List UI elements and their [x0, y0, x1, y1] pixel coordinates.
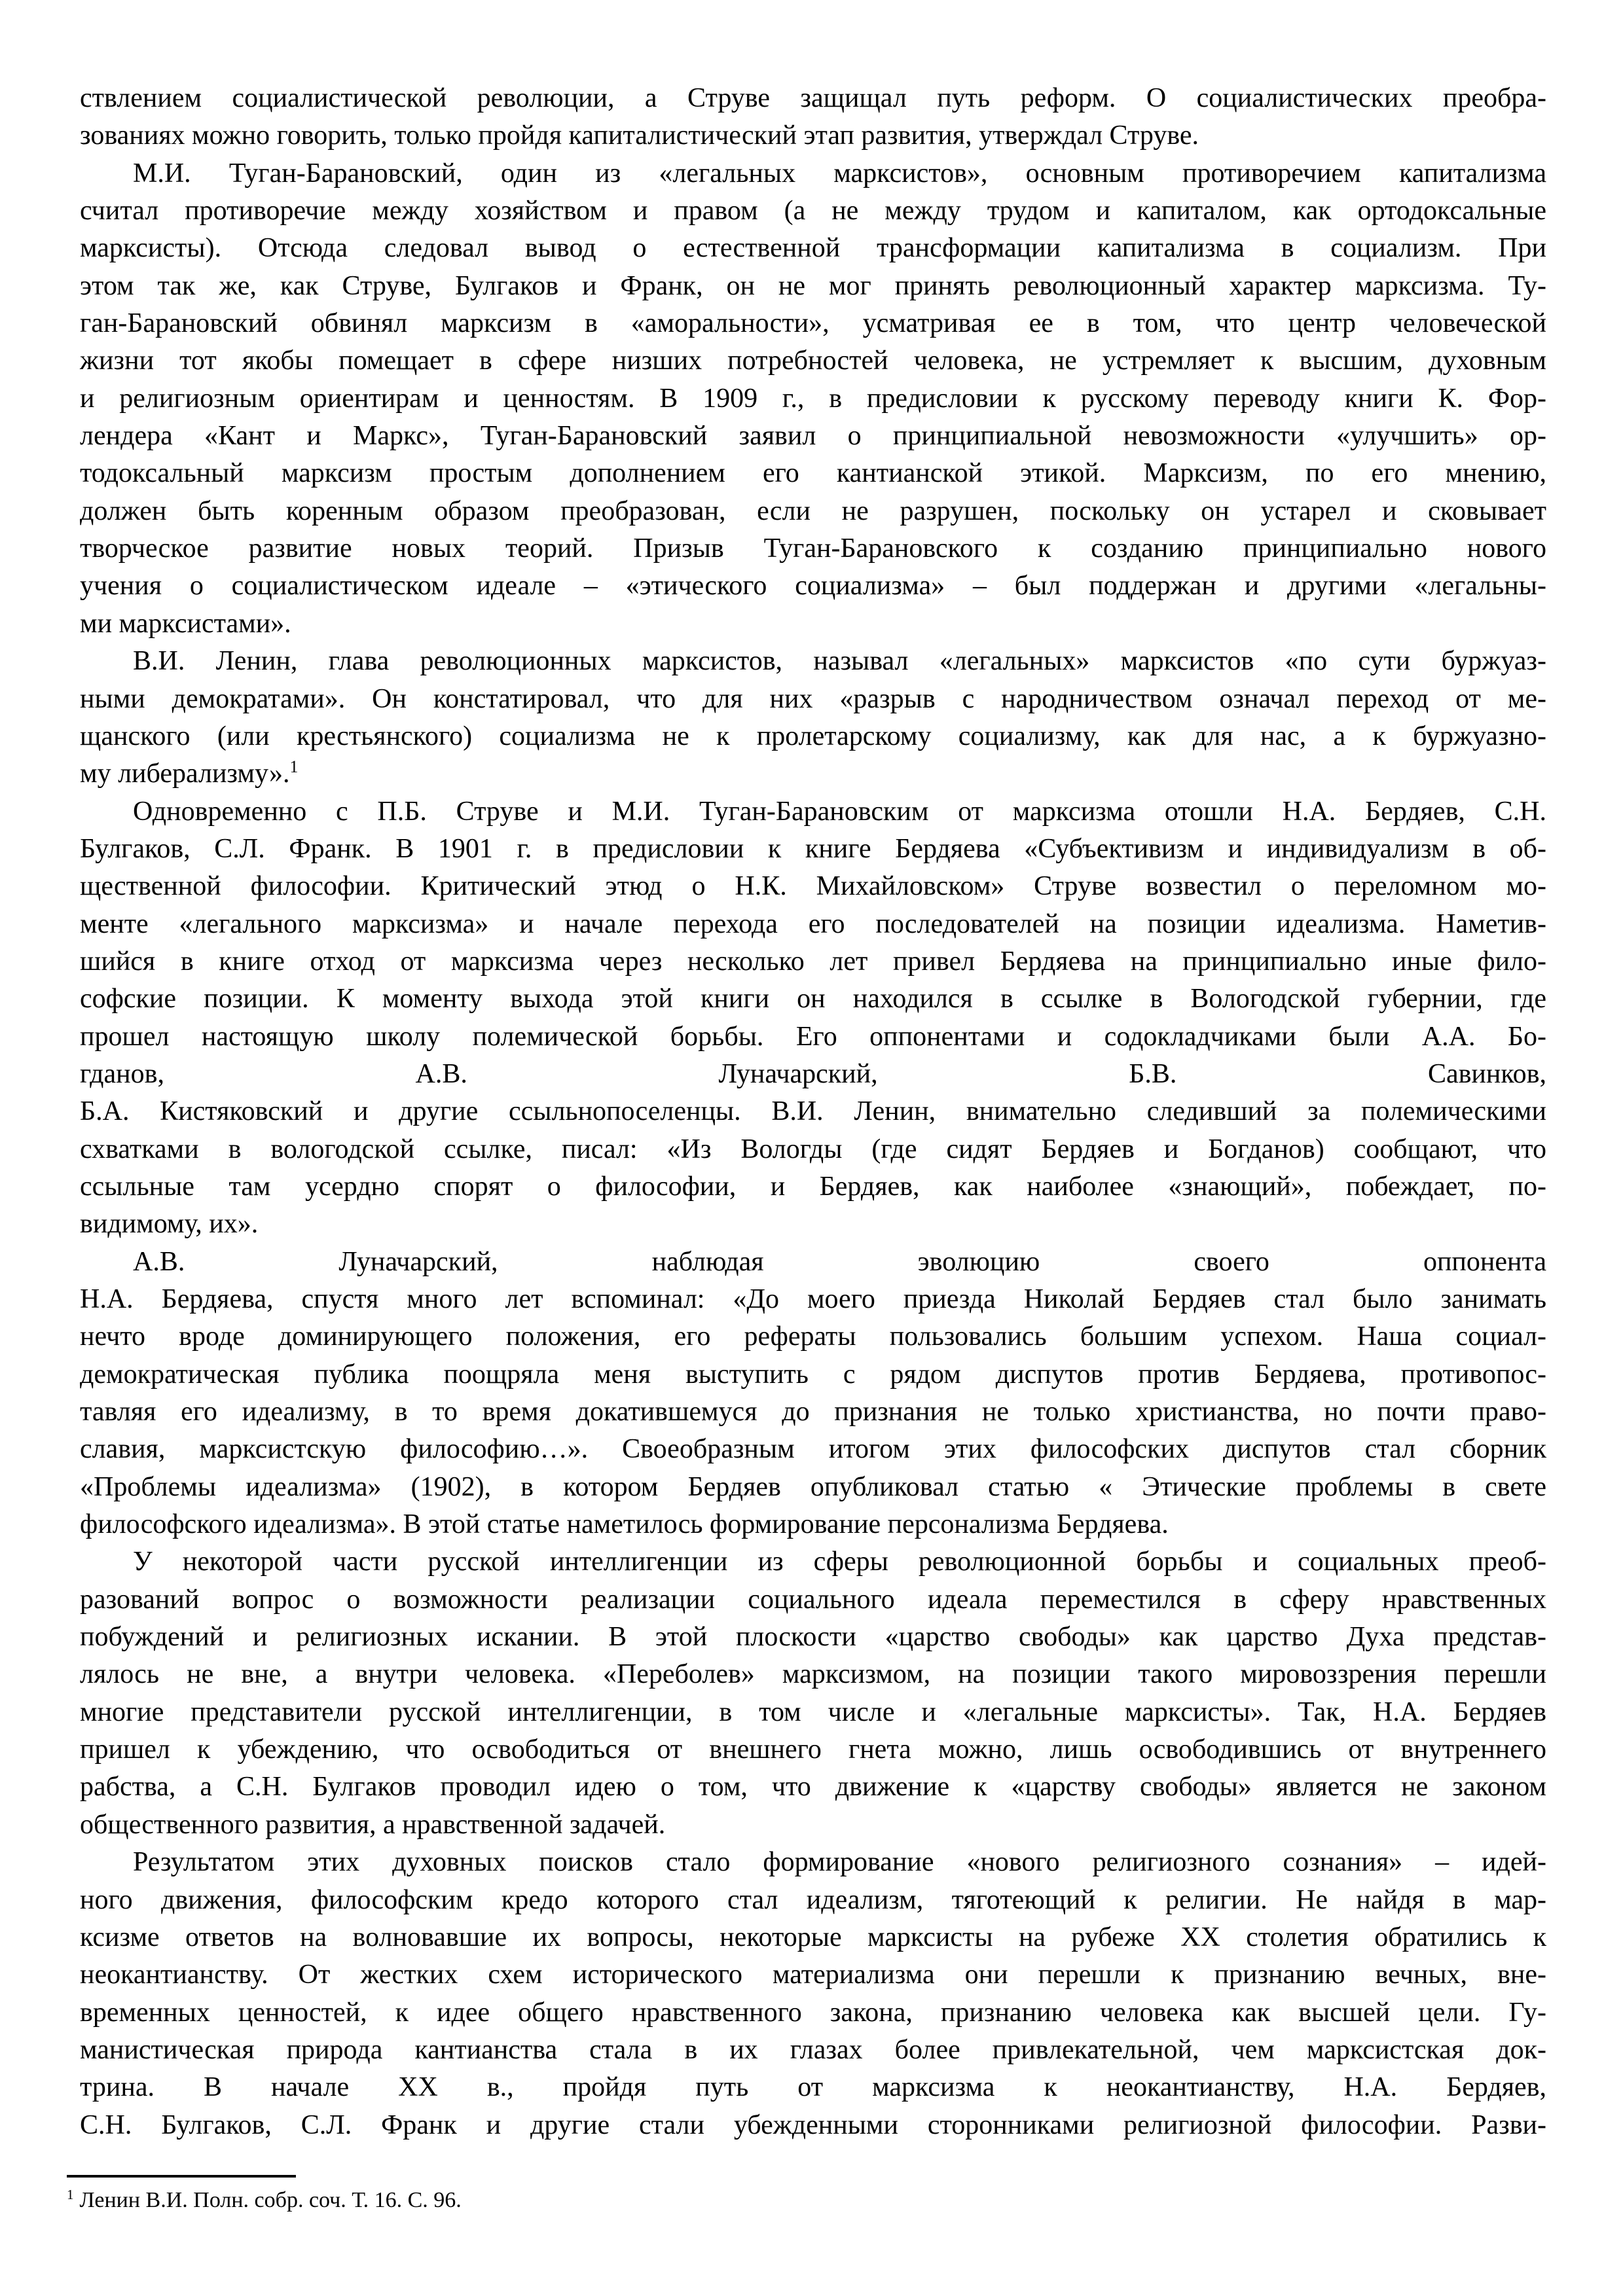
footnote-reference: 1 — [289, 757, 299, 777]
text-line: видимому, их». — [80, 1209, 259, 1240]
text-line: В.И. Ленин, глава революционных марксистов, называл «легальных» марксистов «по сути буржуаз- — [133, 646, 1546, 677]
text-line: и религиозным ориентирам и ценностям. В 1909 г., в предисловии к русскому переводу книги К. Фор- — [80, 383, 1546, 414]
text-line: гданов, А.В. Луначарский, Б.В. Савинков, — [80, 1058, 1546, 1089]
text-line: ган-Барановский обвинял марксизм в «аморальности», усматривая ее в том, что центр человеческой — [80, 308, 1546, 339]
text-line: разований вопрос о возможности реализации социального идеала переместился в сферу нравственных — [80, 1584, 1546, 1615]
text-line: временных ценностей, к идее общего нравственного закона, признанию человека как высшей цели. Гу- — [80, 1997, 1546, 2028]
paragraph — [80, 793, 1546, 1244]
text-line: жизни тот якобы помещает в сфере низших потребностей человека, не устремляет к высшим, духовным — [80, 346, 1546, 376]
text-line: Булгаков, С.Л. Франк. В 1901 г. в предисловии к книге Бердяева «Субъективизм и индивидуализм в об- — [80, 833, 1546, 864]
text-line: славия, марксистскую философию…». Своеобразным итогом этих философских диспутов стал сборник — [80, 1434, 1546, 1465]
text-line: многие представители русской интеллигенции, в том числе и «легальные марксисты». Так, Н.А. Бердяев — [80, 1696, 1546, 1727]
text-line: шийся в книге отход от марксизма через несколько лет привел Бердяева на принципиально иные фило- — [80, 946, 1546, 977]
text-line: лялось не вне, а внутри человека. «Переболев» марксизмом, на позиции такого мировоззрения перешли — [80, 1659, 1546, 1690]
text-line: прошел настоящую школу полемической борьбы. Его оппонентами и содокладчиками были А.А. Бо- — [80, 1021, 1546, 1052]
text-line: схватками в вологодской ссылке, писал: «Из Вологды (где сидят Бердяев и Богданов) сообщают, что — [80, 1134, 1546, 1164]
text-line: менте «легального марксизма» и начале перехода его последователей на позиции идеализма. Наметив- — [80, 908, 1546, 939]
text-line: демократическая публика поощряла меня выступить с рядом диспутов против Бердяева, противопос- — [80, 1359, 1546, 1390]
footnote-marker: 1 — [67, 2186, 74, 2202]
text-line: Результатом этих духовных поисков стало формирование «нового религиозного сознания» – идей- — [133, 1847, 1546, 1878]
text-line: Н.А. Бердяева, спустя много лет вспоминал: «До моего приезда Николай Бердяев стал было занимать — [80, 1284, 1546, 1314]
text-line: софские позиции. К моменту выхода этой книги он находился в ссылке в Вологодской губернии, где — [80, 984, 1546, 1014]
text-line: щанского (или крестьянского) социализма не к пролетарскому социализму, как для нас, а к буржуазно- — [80, 721, 1546, 751]
text-line: манистическая природа кантианства стала в их глазах более привлекательной, чем марксистская док- — [80, 2034, 1546, 2065]
text-line: считал противоречие между хозяйством и правом (а не между трудом и капиталом, как ортодоксальные — [80, 196, 1546, 226]
text-line: ми марксистами». — [80, 608, 291, 639]
text-line: марксисты). Отсюда следовал вывод о естественной трансформации капитализма в социализм. При — [80, 233, 1546, 264]
text-line: лендера «Кант и Маркс», Туган-Барановский заявил о принципиальной невозможности «улучшить» ор- — [80, 421, 1546, 452]
text-line: ными демократами». Он констатировал, что для них «разрыв с народничеством означал переход от ме- — [80, 683, 1546, 714]
text-line: побуждений и религиозных искании. В этой плоскости «царство свободы» как царство Духа представ- — [80, 1622, 1546, 1653]
text-line: ссыльные там усердно спорят о философии, и Бердяев, как наиболее «знающий», побеждает, по- — [80, 1171, 1546, 1202]
text-line: неокантианству. От жестких схем исторического материализма они перешли к признанию вечных, вне- — [80, 1960, 1546, 1990]
text-line: ксизме ответов на волновавшие их вопросы, некоторые марксисты на рубеже XX столетия обратились к — [80, 1922, 1546, 1952]
text-line: «Проблемы идеализма» (1902), в котором Бердяев опубликовал статью « Этические проблемы в свете — [80, 1471, 1546, 1502]
paragraph — [80, 643, 1546, 793]
text-line: А.В. Луначарский, наблюдая эволюцию своего оппонента — [133, 1246, 1546, 1277]
text-line: му либерализму».$^1$ — [80, 757, 299, 789]
paragraph — [80, 80, 1546, 155]
text-line: трина. В начале XX в., пройдя путь от марксизма к неокантианству, Н.А. Бердяев, — [80, 2072, 1546, 2103]
footnote-text: Ленин В.И. Полн. собр. соч. Т. 16. С. 96. — [79, 2188, 462, 2212]
paragraph — [80, 1244, 1546, 1544]
text-line: нечто вроде доминирующего положения, его рефераты пользовались большим успехом. Наша социал- — [80, 1321, 1546, 1352]
text-line: С.Н. Булгаков, С.Л. Франк и другие стали убежденными сторонниками религиозной философии. Разви- — [80, 2109, 1546, 2140]
text-line: зованиях можно говорить, только пройдя капиталистический этап развития, утверждал Струве. — [80, 120, 1199, 151]
paragraph — [80, 155, 1546, 643]
footnote — [67, 2187, 1546, 2214]
text-line: должен быть коренным образом преобразован, если не разрушен, поскольку он устарел и сковывает — [80, 495, 1546, 526]
text-line: Одновременно с П.Б. Струве и М.И. Туган-Барановским от марксизма отошли Н.А. Бердяев, С.Н. — [133, 796, 1546, 827]
text-line: творческое развитие новых теорий. Призыв Туган-Барановского к созданию принципиально нового — [80, 533, 1546, 564]
text-line: этом так же, как Струве, Булгаков и Франк, он не мог принять революционный характер марксизма. Ту- — [80, 270, 1546, 301]
text-line: Б.А. Кистяковский и другие ссыльнопоселенцы. В.И. Ленин, внимательно следивший за полемическими — [80, 1096, 1546, 1127]
paragraph — [80, 1543, 1546, 1844]
text-line: щественной философии. Критический этюд о Н.К. Михайловском» Струве возвестил о переломном мо- — [80, 871, 1546, 902]
text-line: философского идеализма». В этой статье наметилось формирование персонализма Бердяева. — [80, 1509, 1169, 1540]
text-line: тодоксальный марксизм простым дополнением его кантианской этикой. Марксизм, по его мнению, — [80, 458, 1546, 489]
footnote-separator — [67, 2175, 296, 2178]
text-line: У некоторой части русской интеллигенции из сферы революционной борьбы и социальных преоб- — [133, 1547, 1546, 1577]
text-line: рабства, а С.Н. Булгаков проводил идею о том, что движение к «царству свободы» является не законом — [80, 1772, 1546, 1803]
text-line: ствлением социалистической революции, а Струве защищал путь реформ. О социалистических преобра- — [80, 83, 1546, 113]
text-line: пришел к убеждению, что освободиться от внешнего гнета можно, лишь освободившись от внутреннего — [80, 1734, 1546, 1765]
text-line: общественного развития, а нравственной задачей. — [80, 1809, 666, 1840]
text-line: тавляя его идеализму, в то время докатившемуся до признания не только христианства, но почти право- — [80, 1397, 1546, 1427]
text-line: ного движения, философским кредо которого стал идеализм, тяготеющий к религии. Не найдя в мар- — [80, 1884, 1546, 1915]
paragraph — [80, 1844, 1546, 2144]
text-line: учения о социалистическом идеале – «этического социализма» – был поддержан и другими «легальны- — [80, 571, 1546, 601]
text-line: М.И. Туган-Барановский, один из «легальных марксистов», основным противоречием капитализма — [133, 158, 1546, 188]
document-body — [80, 80, 1546, 2144]
